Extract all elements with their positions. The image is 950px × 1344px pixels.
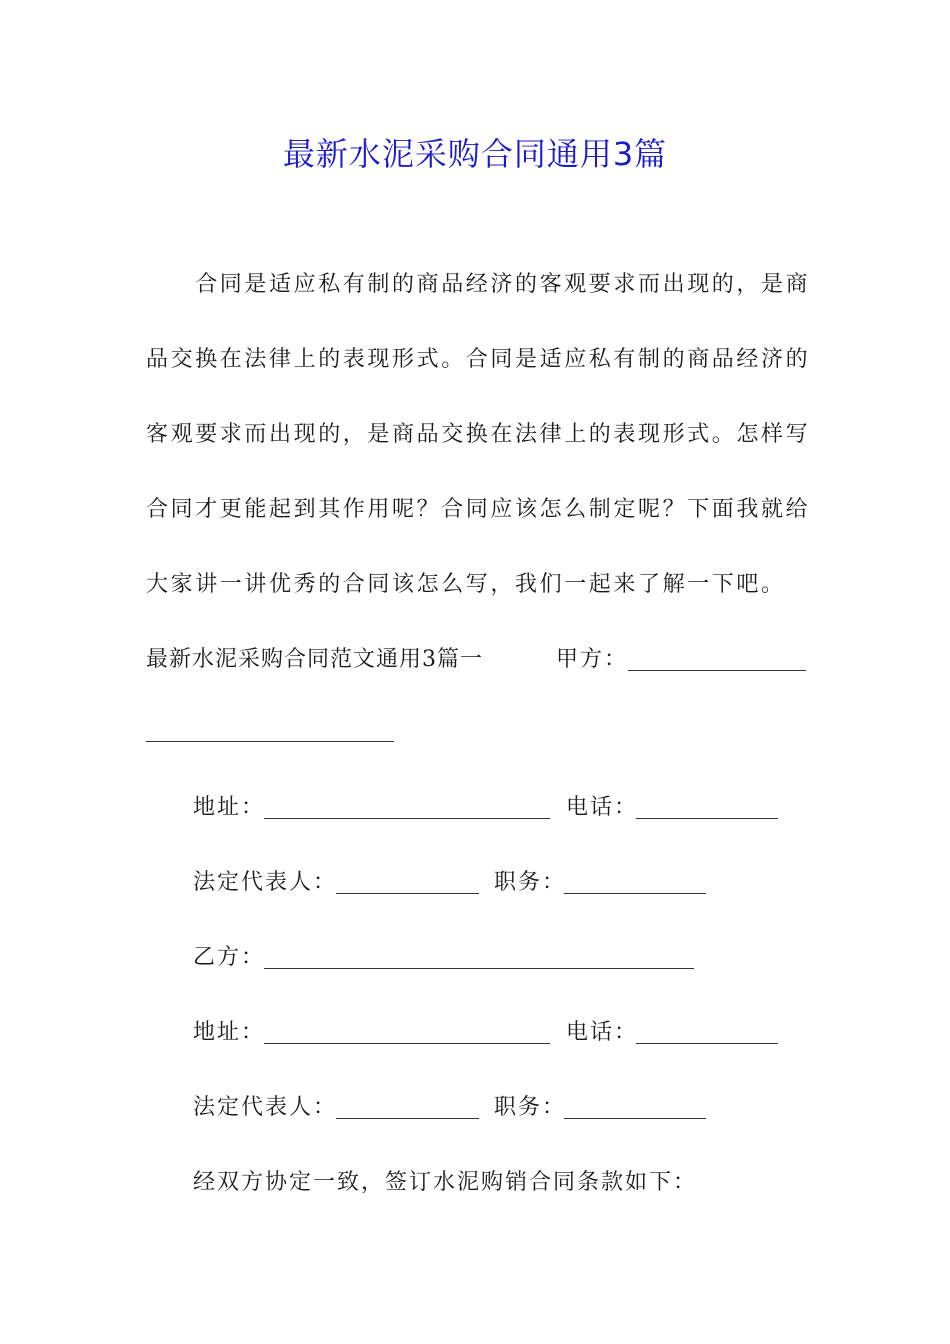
party-b-address-blank <box>264 1043 550 1044</box>
section-heading: 最新水泥采购合同范文通用3篇一 <box>146 647 483 672</box>
party-a-address-label: 地址： <box>193 795 266 820</box>
intro-line-3: 客观要求而出现的，是商品交换在法律上的表现形式。怎样写 <box>146 422 811 447</box>
party-b-phone-blank <box>636 1043 778 1044</box>
party-b-rep-label: 法定代表人： <box>193 1095 338 1120</box>
party-a-label: 甲方： <box>556 647 629 672</box>
party-a-address-blank <box>264 818 550 819</box>
party-b-position-blank <box>564 1118 706 1119</box>
intro-line-2: 品交换在法律上的表现形式。合同是适应私有制的商品经济的 <box>146 347 811 372</box>
party-a-blank <box>628 670 806 671</box>
party-a-rep-label: 法定代表人： <box>193 870 338 895</box>
agreement-line: 经双方协定一致，签订水泥购销合同条款如下： <box>193 1170 698 1195</box>
party-b-position-label: 职务： <box>494 1095 567 1120</box>
intro-line-5: 大家讲一讲优秀的合同该怎么写，我们一起来了解一下吧。 <box>146 572 786 597</box>
party-a-position-label: 职务： <box>494 870 567 895</box>
intro-line-4: 合同才更能起到其作用呢？合同应该怎么制定呢？下面我就给 <box>146 497 811 522</box>
party-b-blank <box>264 968 694 969</box>
intro-line-1: 合同是适应私有制的商品经济的客观要求而出现的，是商 <box>146 272 811 297</box>
party-a-position-blank <box>564 893 706 894</box>
party-a-phone-blank <box>636 818 778 819</box>
party-b-phone-label: 电话： <box>566 1020 639 1045</box>
party-b-rep-blank <box>336 1118 479 1119</box>
party-b-label: 乙方： <box>193 945 266 970</box>
document-title: 最新水泥采购合同通用3篇 <box>282 135 668 173</box>
party-b-address-label: 地址： <box>193 1020 266 1045</box>
party-a-rep-blank <box>336 893 479 894</box>
party-a-phone-label: 电话： <box>566 795 639 820</box>
party-a-blank-continued <box>146 741 394 742</box>
